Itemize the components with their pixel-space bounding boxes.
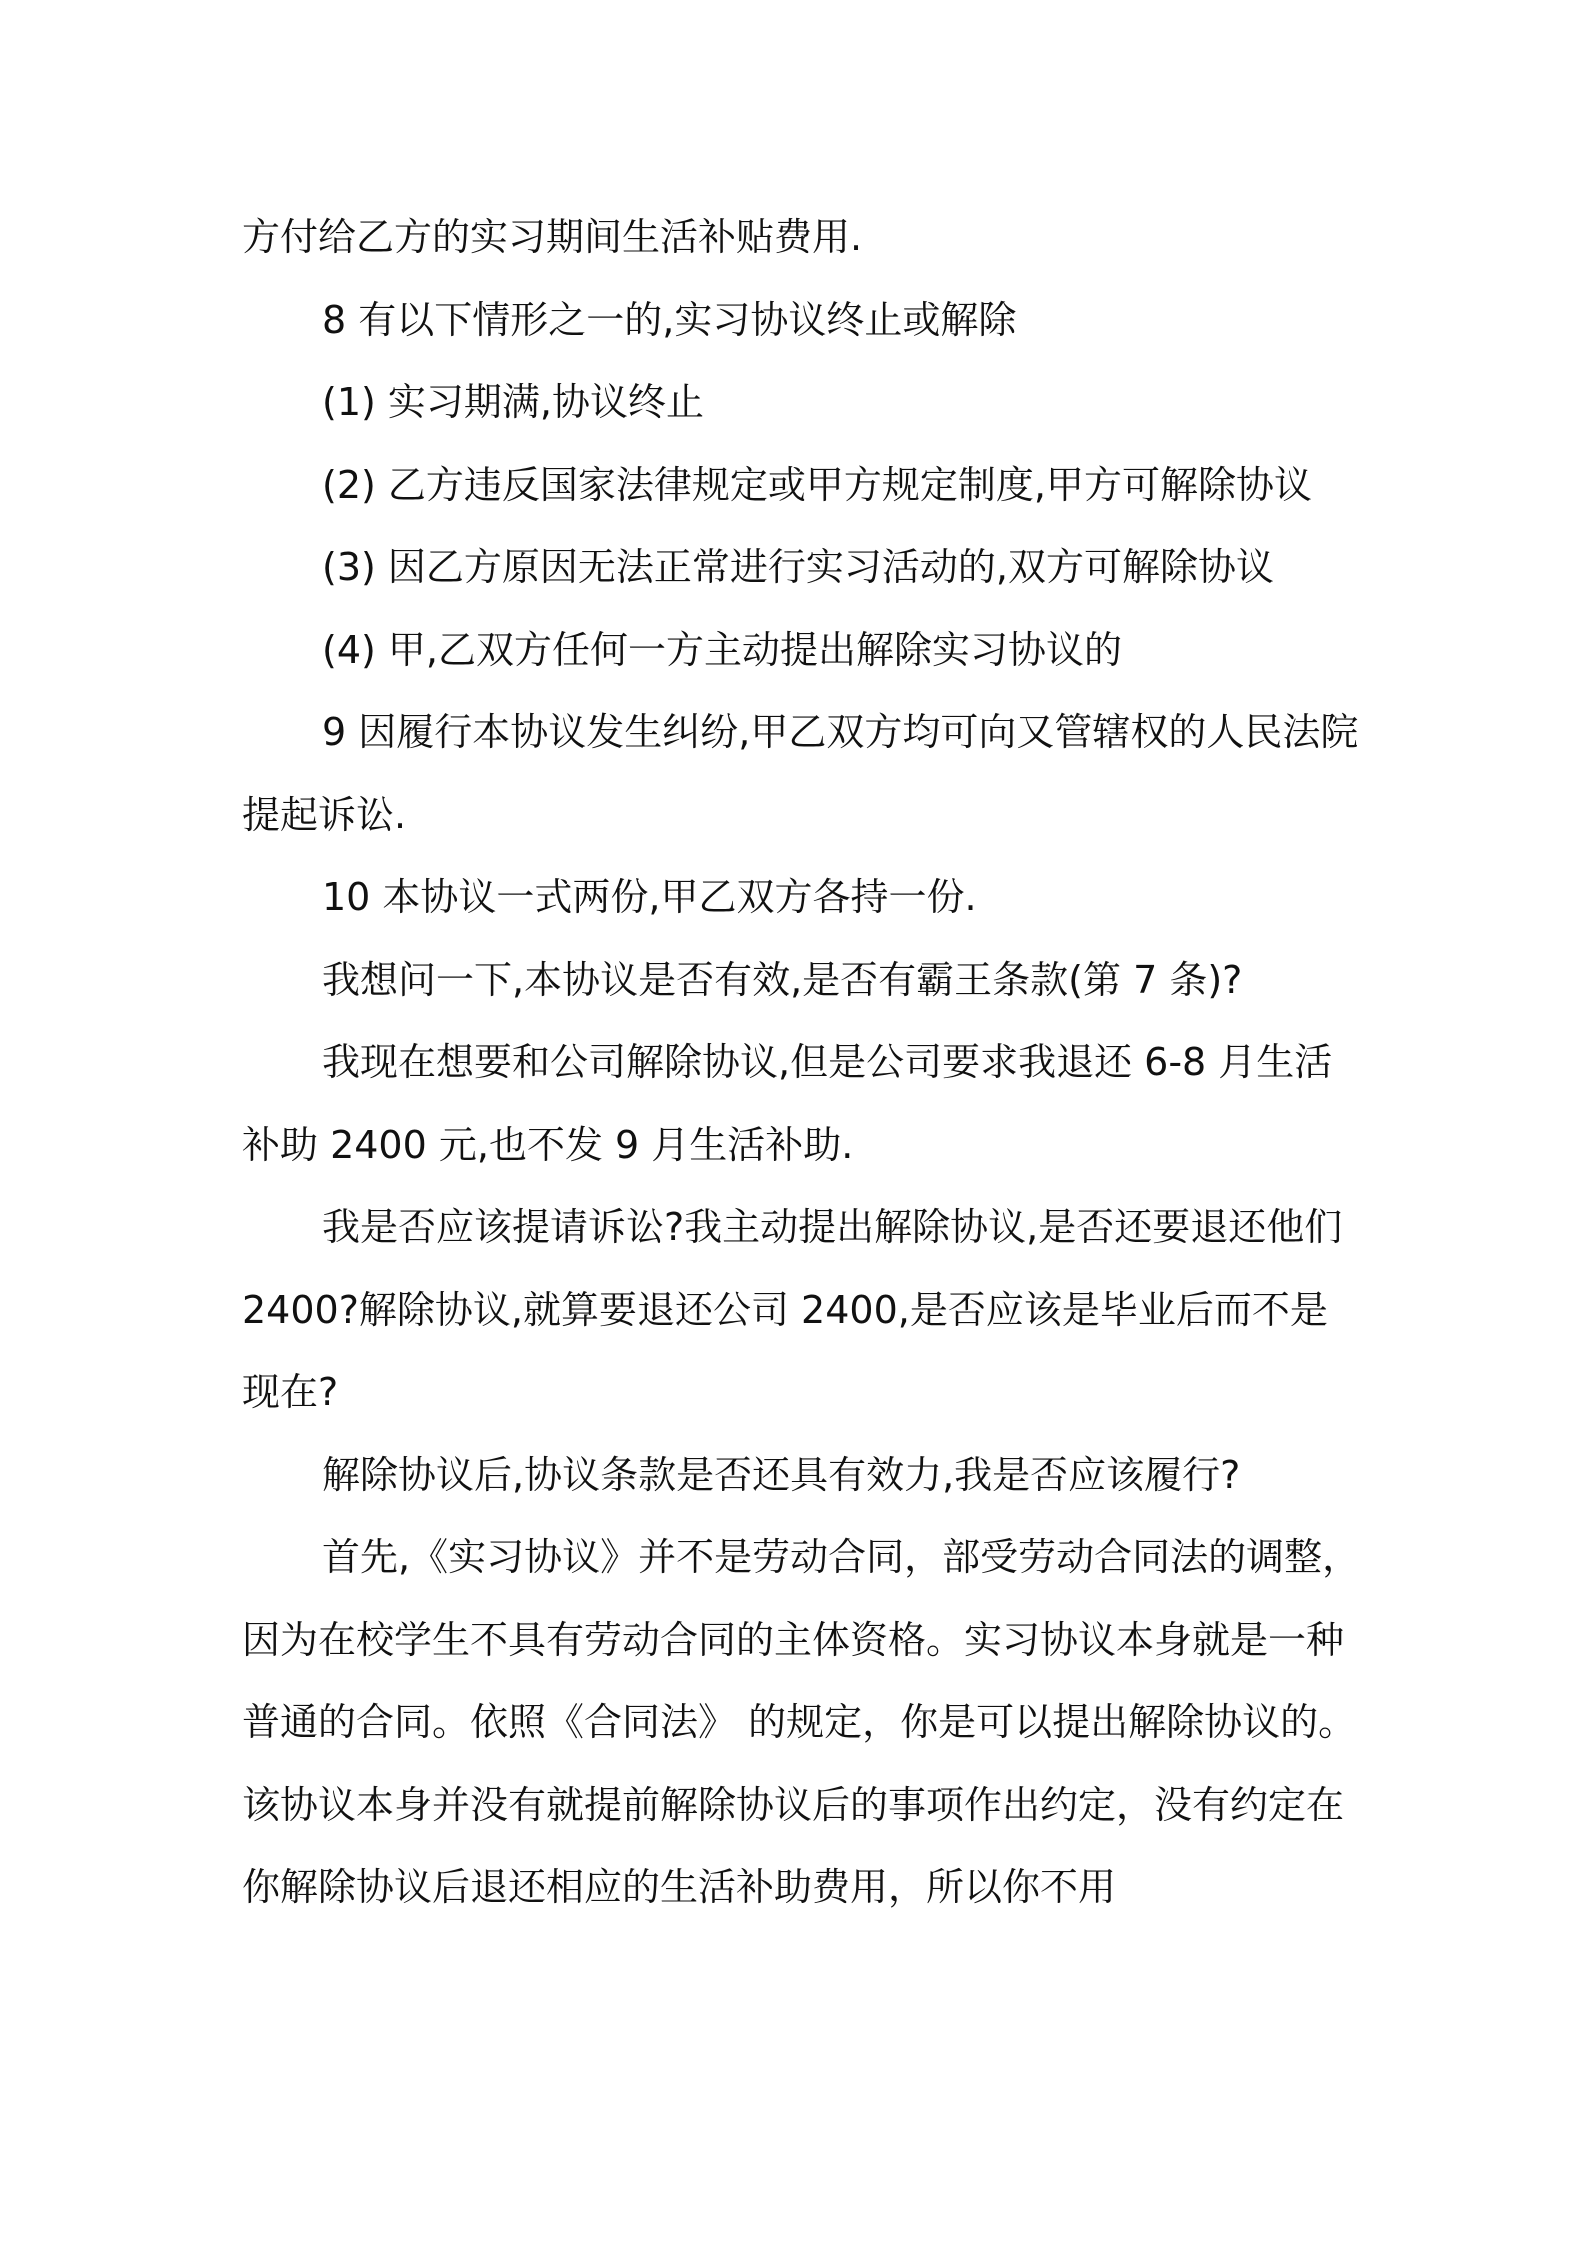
clause-9: 9 因履行本协议发生纠纷,甲乙双方均可向又管辖权的人民法院提起诉讼. xyxy=(242,710,1359,837)
question-termination: 我现在想要和公司解除协议,但是公司要求我退还 6-8 月生活补助 2400 元,也不发 9 月生活补助. xyxy=(242,1040,1333,1167)
paragraph-continuation: 方付给乙方的实习期间生活补贴费用. xyxy=(242,215,863,259)
clause-8-item-4: (4) 甲,乙双方任何一方主动提出解除实习协议的 xyxy=(322,627,1122,672)
question-validity: 我想问一下,本协议是否有效,是否有霸王条款(第 7 条)? xyxy=(322,957,1243,1002)
question-clause-effect: 解除协议后,协议条款是否还具有效力,我是否应该履行? xyxy=(322,1452,1241,1497)
answer-paragraph: 首先,《实习协议》并不是劳动合同，部受劳动合同法的调整，因为在校学生不具有劳动合同的主体资格。实习协议本身就是一种普通的合同。依照《合同法》 的规定，你是可以提出解除协议的。该协议本身并没有就提前解除协议后的事项作出约定，没有约定在你解除协议后退还相应的生活补助费用，所以你不用 xyxy=(242,1535,1361,1909)
clause-8: 8 有以下情形之一的,实习协议终止或解除 xyxy=(322,297,1017,342)
clause-8-item-3: (3) 因乙方原因无法正常进行实习活动的,双方可解除协议 xyxy=(322,545,1274,589)
clause-8-item-1: (1) 实习期满,协议终止 xyxy=(322,380,704,424)
clause-8-item-2: (2) 乙方违反国家法律规定或甲方规定制度,甲方可解除协议 xyxy=(322,462,1312,507)
question-lawsuit: 我是否应该提请诉讼?我主动提出解除协议,是否还要退还他们 2400?解除协议,就算要退还公司 2400,是否应该是毕业后而不是现在? xyxy=(242,1205,1343,1414)
clause-10: 10 本协议一式两份,甲乙双方各持一份. xyxy=(322,875,977,919)
document-body xyxy=(242,196,1362,1929)
